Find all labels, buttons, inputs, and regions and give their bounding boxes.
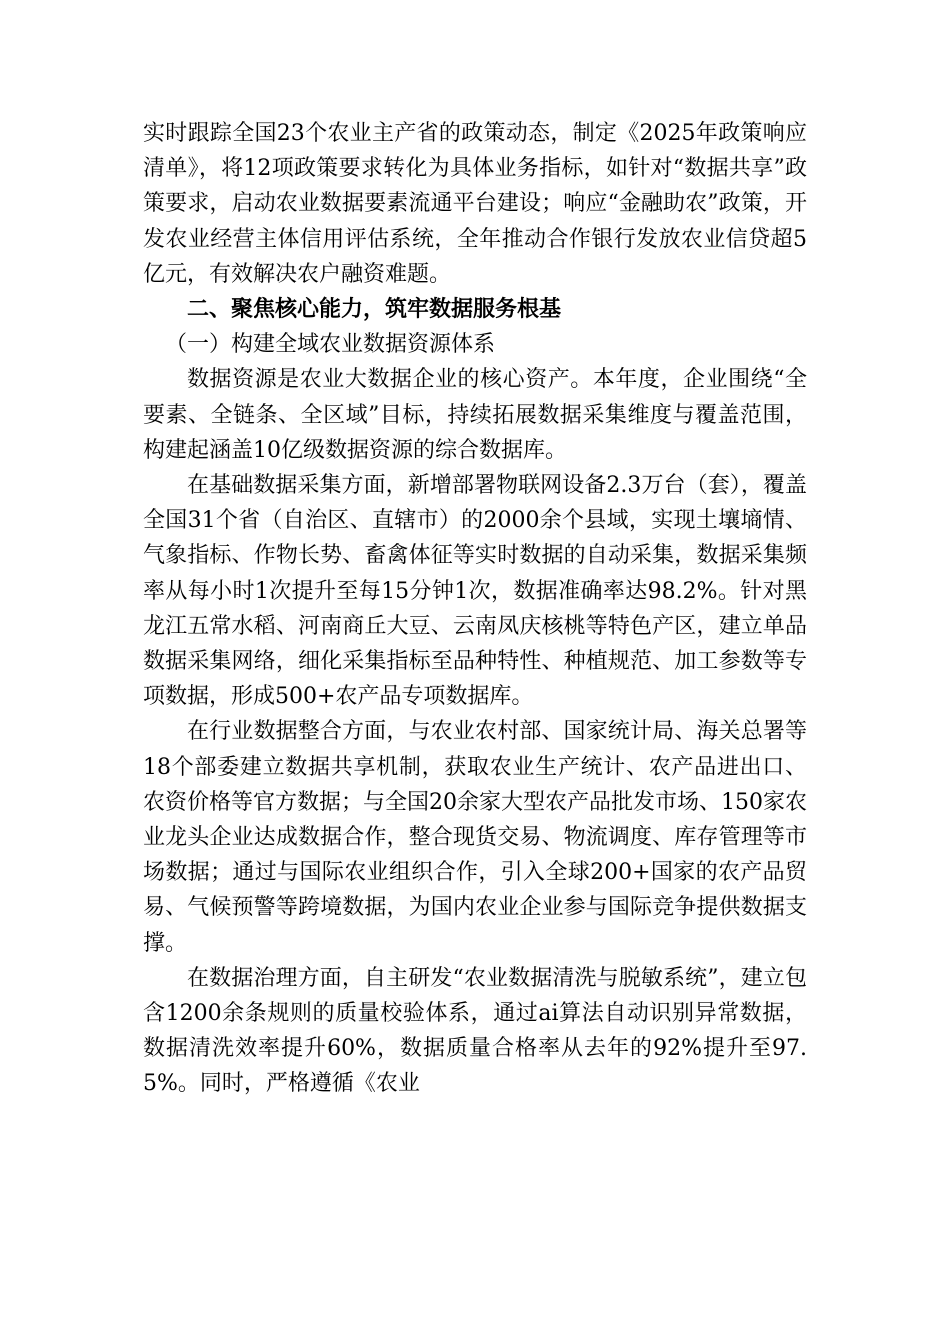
paragraph-data-governance: 在数据治理方面，自主研发“农业数据清洗与脱敏系统”，建立包含1200余条规则的质量校验体系，通过ai算法自动识别异常数据，数据清洗效率提升60%，数据质量合格率从去年的92%提升至97.5%。同时，严格遵循《农业 <box>143 965 807 1097</box>
section-heading-2: 二、聚焦核心能力，筑牢数据服务根基 <box>187 297 562 323</box>
paragraph-basic-data-collection: 在基础数据采集方面，新增部署物联网设备2.3万台（套），覆盖全国31个省（自治区、直辖市）的2000余个县域，实现土壤墒情、气象指标、作物长势、畜禽体征等实时数据的自动采集，数据采集频率从每小时1次提升至每15分钟1次，数据准确率达98.2%。针对黑龙江五常水稻、河南商丘大豆、云南凤庆核桃等特色产区，建立单品数据采集网络，细化采集指标至品种特性、种植规范、加工参数等专项数据，形成500+农产品专项数据库。 <box>143 473 807 710</box>
subsection-heading-1: （一）构建全域农业数据资源体系 <box>165 332 496 358</box>
document-page <box>143 116 807 1102</box>
paragraph-data-resources: 数据资源是农业大数据企业的核心资产。本年度，企业围绕“全要素、全链条、全区域”目标，持续拓展数据采集维度与覆盖范围，构建起涵盖10亿级数据资源的综合数据库。 <box>143 367 807 463</box>
paragraph-industry-data-integration: 在行业数据整合方面，与农业农村部、国家统计局、海关总署等18个部委建立数据共享机制，获取农业生产统计、农产品进出口、农资价格等官方数据；与全国20余家大型农产品批发市场、150家农业龙头企业达成数据合作，整合现货交易、物流调度、库存管理等市场数据；通过与国际农业组织合作，引入全球200+国家的农产品贸易、气候预警等跨境数据，为国内农业企业参与国际竞争提供数据支撑。 <box>143 719 807 956</box>
paragraph-policy-tracking: 实时跟踪全国23个农业主产省的政策动态，制定《2025年政策响应清单》，将12项政策要求转化为具体业务指标，如针对“数据共享”政策要求，启动农业数据要素流通平台建设；响应“金融助农”政策，开发农业经营主体信用评估系统，全年推动合作银行发放农业信贷超5亿元，有效解决农户融资难题。 <box>143 121 807 287</box>
